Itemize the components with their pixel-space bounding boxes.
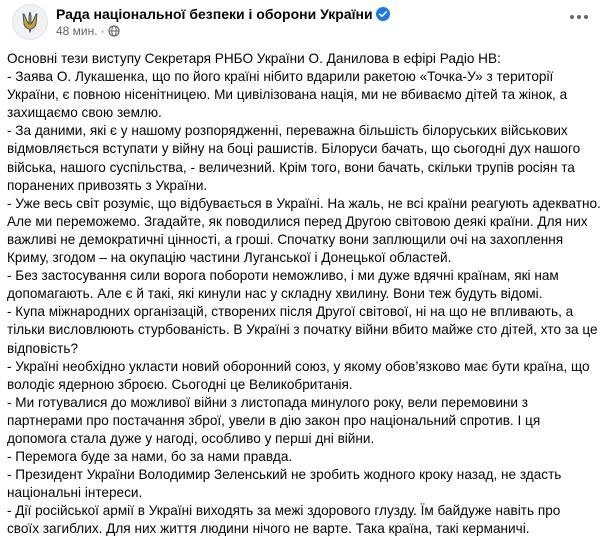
post-text-line: допомога стала дуже у нагоді, особливо у перші дні війни. [7, 430, 375, 446]
post-text-line: відповість? [7, 340, 79, 356]
post-text-line: Криму, згодом – на окупацію частини Луганської і Донецької областей. [7, 250, 452, 266]
post-text-line: - Ми готувалися до можливої війни з листопада минулого року, вели перемовини з [7, 394, 529, 410]
post-text-line: володіє ядерною зброєю. Сьогодні це Великобританія. [7, 376, 353, 392]
post-text-line: - Перемога буде за нами, бо за нами правда. [7, 449, 293, 465]
post-text-line: - Купа міжнародних організацій, створених після Другої світової, ні на що не впливають, а [7, 304, 574, 320]
more-horizontal-icon-dot [577, 15, 581, 19]
globe-icon[interactable] [108, 25, 120, 37]
post-text-line: своїх загиблих. Для них життя людини нічого не варте. Така країна, такі керманичі. [7, 521, 530, 537]
post-text-line: України, є повною нісенітницею. Ми цивілізована нація, ми не вбиваємо дітей та жінок, а [7, 87, 568, 103]
post-text-line: війська, нашого суспільства, - величезний. Крім того, вони бачать, скільки трупів росіян та [7, 159, 575, 175]
post-timestamp[interactable]: 48 мин. [56, 24, 98, 38]
more-options-button[interactable] [562, 4, 596, 30]
verified-badge-icon [376, 7, 390, 21]
post-text-line: - Без застосування сили ворога побороти неможливо, і ми дуже вдячні країнам, які нам [7, 268, 559, 284]
post-text-line: - Заява О. Лукашенка, що по його країні нібито вдарили ракетою «Точка-У» з території [7, 69, 554, 85]
post-text-line: Але ми переможемо. Згадайте, як поводилися перед Другою світовою деякі країни. Для них [7, 213, 588, 229]
post-text-line: - Уже весь світ розуміє, що відбувається в Україні. На жаль, не всі країни реагують адекватно. [7, 195, 601, 211]
post-text-line: важливі не демократичні цінності, а гроші. Спочатку вони заплющили очі на захоплення [7, 231, 564, 247]
post-text-line: поранених привозять з України. [7, 177, 208, 193]
trident-emblem-icon [18, 10, 42, 34]
post-text-line: - Україні необхідно укласти новий оборонний союз, у якому обов’язково має бути країна, що [7, 358, 590, 374]
post-text-line: допомагають. Але є й такі, які кинули нас у складну хвилину. Вони теж будуть відомі. [7, 286, 543, 302]
post-text-line: - Дії російської армії в Україні виходять за межі здорового глузду. Їм байдуже навіть про [7, 503, 561, 519]
post-body-text [7, 50, 602, 539]
post-text-line: - Президент України Володимир Зеленський не зробить жодного кроку назад, не здасть [7, 467, 562, 483]
post-text-line: національні інтереси. [7, 485, 143, 501]
more-horizontal-icon-dot [570, 15, 574, 19]
post-header [0, 0, 607, 44]
post-text-line: - За даними, які є у нашому розпорядженні, переважна більшість білоруських військових [7, 123, 568, 139]
post-text-line: партнерами про постачання зброї, увели в дію закон про національний спротив. І ця [7, 412, 541, 428]
post-text-line: Основні тези виступу Секретаря РНБО України О. Данилова в ефірі Радіо НВ: [7, 51, 501, 66]
more-horizontal-icon-dot [584, 15, 588, 19]
meta-separator: · [100, 24, 105, 38]
post-meta [56, 24, 120, 38]
post-text-line: захищаємо свою землю. [7, 105, 162, 121]
post-text-line: тільки висловлюють стурбованість. В Україні з початку війни вбито майже сто дітей, хто за це [7, 322, 598, 338]
page-name-link[interactable]: Рада національної безпеки і оборони України [56, 6, 373, 22]
page-avatar[interactable] [12, 4, 48, 40]
post-text-line: відмовляється вступати у війну на боці рашистів. Білоруси бачать, що сьогодні дух нашого [7, 141, 581, 157]
